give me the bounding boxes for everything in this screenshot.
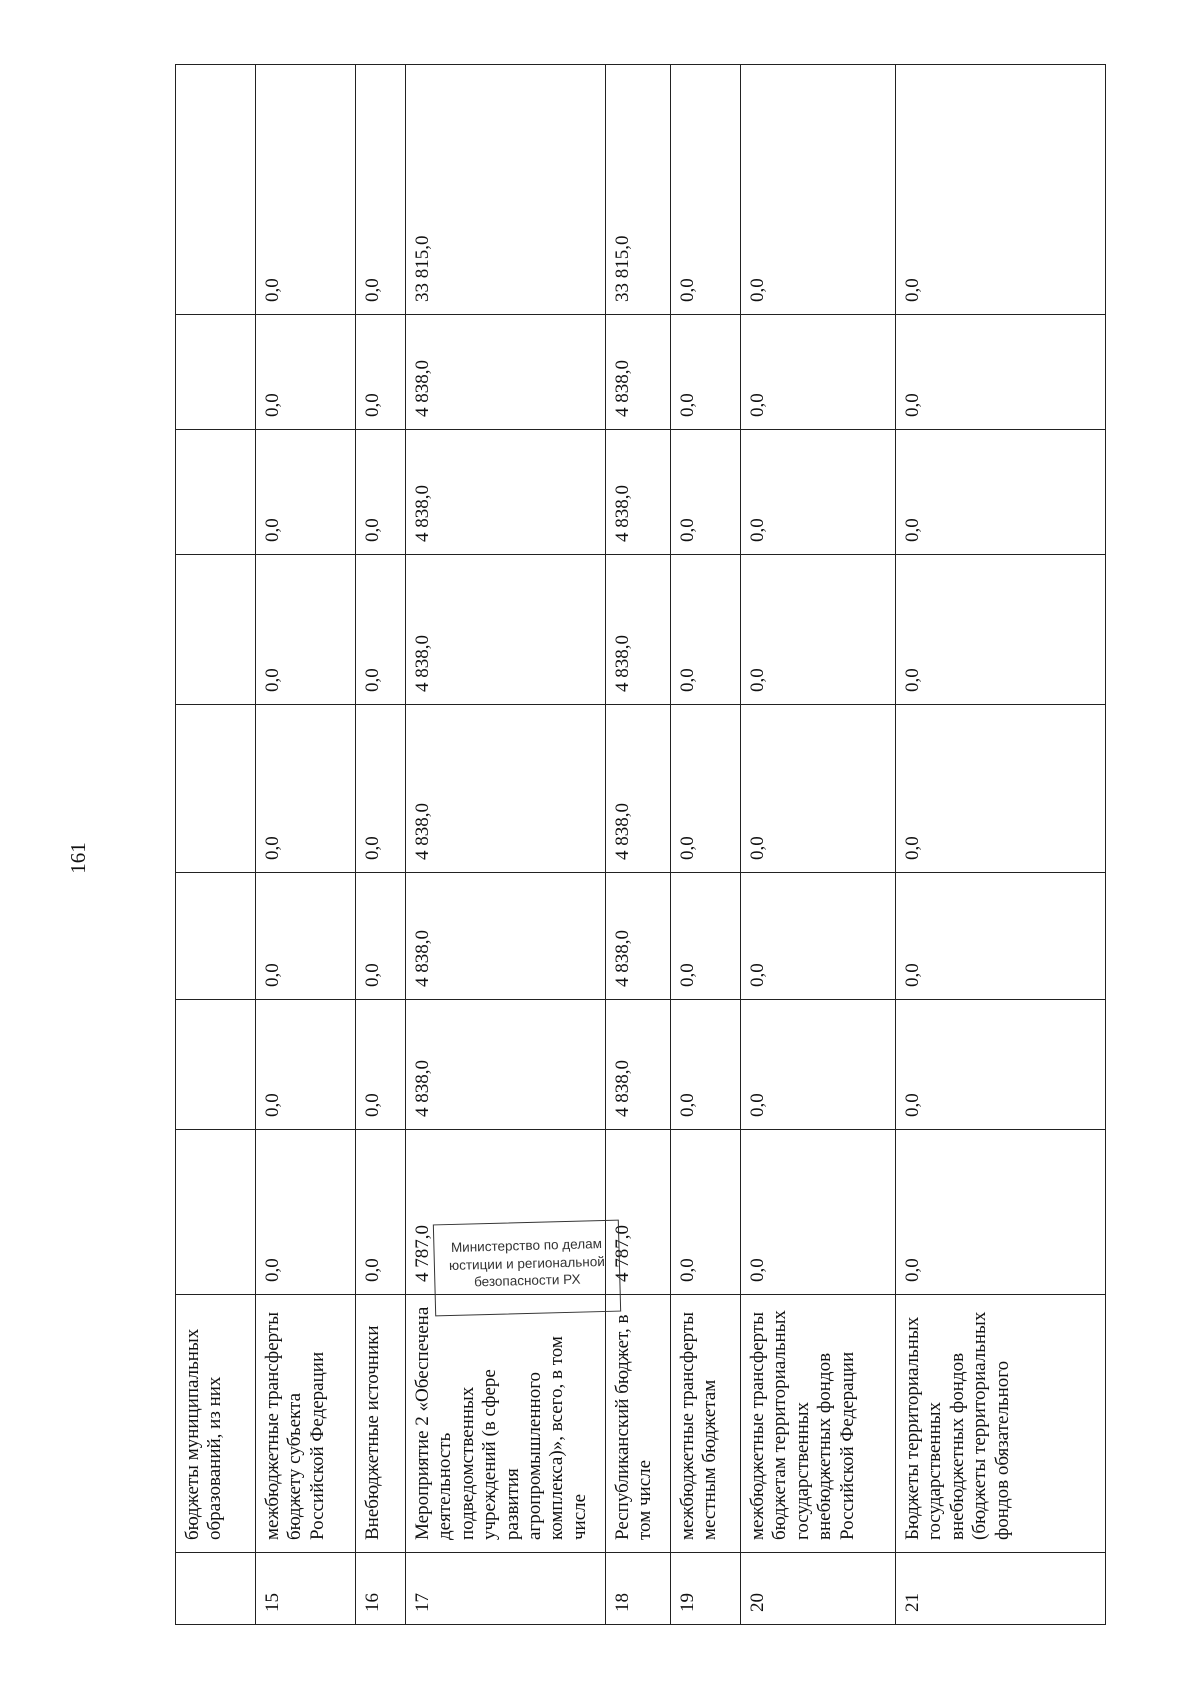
year-value-cell: 0,0 <box>671 873 741 1000</box>
registration-stamp <box>433 1220 621 1317</box>
year-value-cell: 0,0 <box>356 430 406 555</box>
table-row <box>406 65 606 1625</box>
year-value-cell <box>176 315 256 430</box>
row-number-cell: 19 <box>671 1553 741 1625</box>
row-label-cell: межбюджетные трансферты бюджету субъекта Российской Федерации <box>256 1295 356 1553</box>
year-value-cell: 0,0 <box>356 555 406 705</box>
year-value-cell: 4 838,0 <box>606 705 671 873</box>
year-value-cell: 0,0 <box>741 705 896 873</box>
table-row <box>606 65 671 1625</box>
year-value-cell: 0,0 <box>896 1000 1106 1130</box>
stamp-line: юстиции и региональной <box>448 1253 605 1273</box>
year-value-cell: 0,0 <box>356 1130 406 1295</box>
year-value-cell: 0,0 <box>741 873 896 1000</box>
year-value-cell: 4 838,0 <box>606 873 671 1000</box>
year-value-cell <box>176 430 256 555</box>
year-value-cell: 4 838,0 <box>406 1000 606 1130</box>
year-value-cell: 4 838,0 <box>406 315 606 430</box>
year-value-cell: 0,0 <box>256 873 356 1000</box>
year-value-cell <box>176 1130 256 1295</box>
row-number-cell: 18 <box>606 1553 671 1625</box>
row-label-cell: Республиканский бюджет, в том числе <box>606 1295 671 1553</box>
row-number-cell: 20 <box>741 1553 896 1625</box>
year-value-cell: 0,0 <box>671 1130 741 1295</box>
table-row <box>256 65 356 1625</box>
year-value-cell: 4 838,0 <box>606 315 671 430</box>
table-body <box>176 65 1106 1625</box>
row-number-cell: 15 <box>256 1553 356 1625</box>
table-row <box>896 65 1106 1625</box>
year-value-cell: 0,0 <box>741 1000 896 1130</box>
year-value-cell: 0,0 <box>256 705 356 873</box>
stamp-line: безопасности РХ <box>473 1271 581 1290</box>
year-value-cell: 4 838,0 <box>406 705 606 873</box>
year-value-cell: 0,0 <box>671 705 741 873</box>
table-row <box>176 65 256 1625</box>
year-value-cell: 0,0 <box>741 1130 896 1295</box>
year-value-cell: 0,0 <box>671 555 741 705</box>
row-label-cell: Мероприятие 2 «Обеспечена деятельность подведомственных учреждений (в сфере развития агропромышленного комплекса)», всего, в том числе <box>406 1295 606 1553</box>
table-row <box>741 65 896 1625</box>
total-value-cell: 33 815,0 <box>606 65 671 315</box>
row-label-cell: бюджеты муниципальных образований, из них <box>176 1295 256 1553</box>
year-value-cell: 0,0 <box>671 315 741 430</box>
year-value-cell <box>176 555 256 705</box>
year-value-cell: 0,0 <box>896 873 1106 1000</box>
year-value-cell: 0,0 <box>896 430 1106 555</box>
total-value-cell: 0,0 <box>671 65 741 315</box>
year-value-cell: 0,0 <box>741 555 896 705</box>
year-value-cell: 0,0 <box>356 315 406 430</box>
year-value-cell: 0,0 <box>256 555 356 705</box>
year-value-cell <box>176 873 256 1000</box>
year-value-cell: 0,0 <box>256 315 356 430</box>
year-value-cell: 4 787,0 <box>406 1130 606 1295</box>
row-number-cell: 21 <box>896 1553 1106 1625</box>
year-value-cell: 0,0 <box>256 430 356 555</box>
year-value-cell <box>176 1000 256 1130</box>
year-value-cell: 0,0 <box>356 873 406 1000</box>
row-label-cell: межбюджетные трансферты местным бюджетам <box>671 1295 741 1553</box>
total-value-cell: 0,0 <box>741 65 896 315</box>
year-value-cell: 0,0 <box>896 705 1106 873</box>
total-value-cell: 0,0 <box>356 65 406 315</box>
total-value-cell: 33 815,0 <box>406 65 606 315</box>
year-value-cell: 0,0 <box>671 1000 741 1130</box>
row-label-cell: Бюджеты территориальных государственных внебюджетных фондов (бюджеты территориальных фондов обязательного <box>896 1295 1106 1553</box>
year-value-cell: 0,0 <box>896 1130 1106 1295</box>
year-value-cell: 0,0 <box>671 430 741 555</box>
year-value-cell: 4 838,0 <box>606 430 671 555</box>
year-value-cell: 4 787,0 <box>606 1130 671 1295</box>
year-value-cell: 4 838,0 <box>406 430 606 555</box>
row-number-cell: 17 <box>406 1553 606 1625</box>
year-value-cell: 4 838,0 <box>406 555 606 705</box>
year-value-cell: 0,0 <box>896 555 1106 705</box>
budget-table <box>175 64 1106 1625</box>
total-value-cell: 0,0 <box>896 65 1106 315</box>
stamp-line: Министерство по делам <box>450 1236 603 1255</box>
row-label-cell: Внебюджетные источники <box>356 1295 406 1553</box>
year-value-cell: 0,0 <box>741 315 896 430</box>
page-number: 161 <box>65 842 90 874</box>
table-row <box>356 65 406 1625</box>
year-value-cell: 0,0 <box>256 1000 356 1130</box>
year-value-cell: 0,0 <box>256 1130 356 1295</box>
budget-table-container <box>175 65 1105 1625</box>
year-value-cell: 4 838,0 <box>606 1000 671 1130</box>
row-number-cell: 16 <box>356 1553 406 1625</box>
year-value-cell: 0,0 <box>356 705 406 873</box>
table-row <box>671 65 741 1625</box>
year-value-cell: 0,0 <box>896 315 1106 430</box>
row-number-cell <box>176 1553 256 1625</box>
year-value-cell: 0,0 <box>356 1000 406 1130</box>
total-value-cell <box>176 65 256 315</box>
total-value-cell: 0,0 <box>256 65 356 315</box>
year-value-cell: 0,0 <box>741 430 896 555</box>
year-value-cell: 4 838,0 <box>606 555 671 705</box>
year-value-cell <box>176 705 256 873</box>
row-label-cell: межбюджетные трансферты бюджетам территориальных государственных внебюджетных фондов Российской Федерации <box>741 1295 896 1553</box>
year-value-cell: 4 838,0 <box>406 873 606 1000</box>
